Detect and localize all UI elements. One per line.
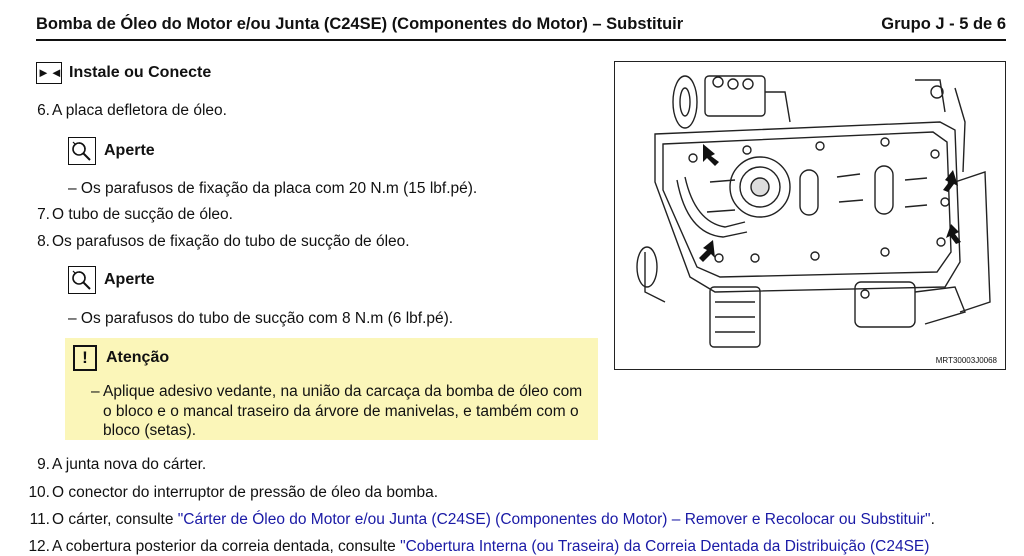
list-item: 6. A placa defletora de óleo. [37, 102, 227, 119]
torque-wrench-icon [68, 137, 96, 165]
torque-wrench-icon [68, 266, 96, 294]
install-connect-icon: ►◄ [36, 62, 62, 84]
engine-oil-pump-illustration [615, 62, 1005, 369]
figure-code: MRT30003J0068 [935, 356, 997, 365]
torque-spec: – Os parafusos de fixação da placa com 20 N.m (15 lbf.pé). [68, 180, 478, 197]
page-group-indicator: Grupo J - 5 de 6 [881, 15, 1006, 33]
list-item: 8. Os parafusos de fixação do tubo de sucção de óleo. [37, 233, 410, 250]
caution-label: Atenção [106, 349, 170, 366]
link-timing-belt-cover-procedure[interactable]: "Cobertura Interna (ou Traseira) da Correia Dentada da Distribuição (C24SE) [400, 538, 930, 555]
engine-diagram-figure [614, 61, 1006, 370]
list-item: 7. O tubo de sucção de óleo. [37, 206, 233, 223]
list-item: 12. A cobertura posterior da correia dentada, consulte "Cobertura Interna (ou Traseira) da Correia Dentada da Distribuição (C24SE) [28, 538, 930, 555]
tighten-label: Aperte [104, 142, 155, 159]
list-item: 10. O conector do interruptor de pressão de óleo da bomba. [28, 484, 439, 501]
page-header [36, 13, 1006, 41]
list-item: 11. O cárter, consulte "Cárter de Óleo do Motor e/ou Junta (C24SE) (Componentes do Motor) – Remover e Recolocar ou Substituir". [29, 511, 935, 528]
exclamation-icon: ! [73, 345, 97, 371]
page-title: Bomba de Óleo do Motor e/ou Junta (C24SE) (Componentes do Motor) – Substituir [36, 15, 684, 33]
caution-box: ! Atenção – Aplique adesivo vedante, na união da carcaça da bomba de óleo com o bloco e o mancal traseiro da árvore de manivelas, e também com o bloco (setas). [65, 338, 598, 440]
torque-spec: – Os parafusos do tubo de sucção com 8 N.m (6 lbf.pé). [68, 310, 454, 327]
tighten-label: Aperte [104, 271, 155, 288]
link-oil-pan-procedure[interactable]: "Cárter de Óleo do Motor e/ou Junta (C24SE) (Componentes do Motor) – Remover e Recolocar ou Substituir" [177, 511, 931, 528]
section-label: Instale ou Conecte [69, 64, 212, 81]
list-item: 9. A junta nova do cárter. [37, 456, 207, 473]
